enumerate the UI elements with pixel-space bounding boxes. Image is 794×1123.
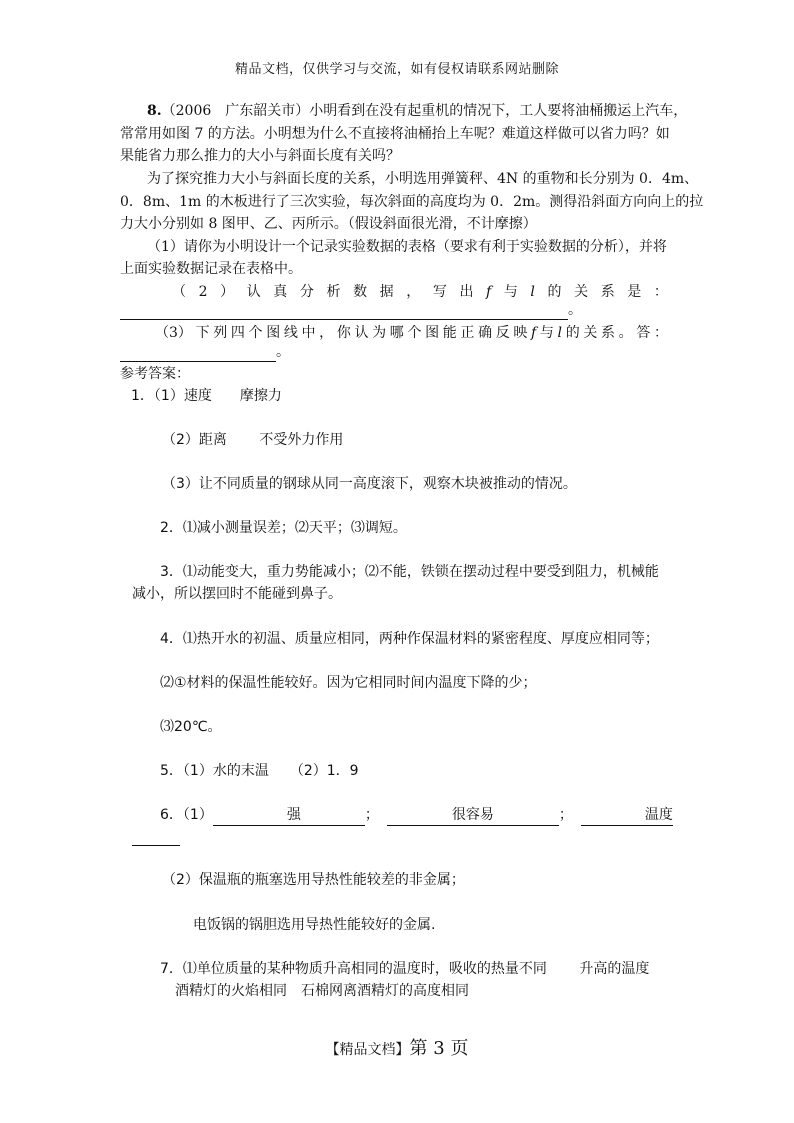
answer-6-continuation	[132, 826, 180, 846]
answer-6-number: 6．（1）	[160, 807, 213, 823]
answer-4-3: ⑶20℃。	[160, 719, 222, 735]
answer-4-1: 4．⑴热开水的初温、质量应相同，两种作保温材料的紧密程度、厚度应相同等；	[160, 631, 659, 647]
q2-char: 出	[459, 284, 474, 300]
page-number: 第 3 页	[409, 1038, 469, 1059]
answer-blank[interactable]	[120, 303, 568, 320]
q3-char: 确	[478, 325, 493, 341]
q2-char: ）	[220, 284, 235, 300]
q2-char: 的	[547, 284, 562, 300]
answer-7-2: 酒精灯的火焰相同 石棉网离酒精灯的高度相同	[175, 983, 469, 999]
q3-char: 中	[301, 325, 316, 341]
q8-sub3-line	[155, 323, 668, 343]
q8-sub2-answer-line	[120, 300, 582, 320]
q3-char: 四	[230, 325, 245, 341]
answer-6-blank-tail	[132, 833, 180, 846]
q3-char: 你	[336, 325, 351, 341]
q3-char: 为	[372, 325, 387, 341]
answer-3-2: 减小，所以摆回时不能碰到鼻子。	[132, 586, 342, 602]
q3-char: 反	[495, 325, 510, 341]
answer-2: 2．⑴减小测量误差；⑵天平；⑶调短。	[160, 520, 407, 536]
answer-1-1: 1．（1）速度 摩擦力	[131, 388, 282, 404]
q3-char: 线	[283, 325, 298, 341]
q8-line-5: 0．8m、1m 的木板进行了三次实验，每次斜面的高度均为 0．2m。测得沿斜面方向向上的拉	[120, 194, 704, 210]
q3-char: 答	[636, 325, 651, 341]
separator: ；	[558, 807, 573, 823]
q8-sub2-line	[172, 282, 668, 302]
answer-6-2: （2）保温瓶的瓶塞选用导热性能较差的非金属；	[162, 872, 465, 888]
answer-6-blank-3: 温度	[581, 805, 673, 826]
answer-blank[interactable]	[120, 345, 276, 362]
q2-char: ：	[653, 284, 668, 300]
period: 。	[276, 344, 290, 360]
q3-char: 关	[583, 325, 598, 341]
q2-var-f: f	[486, 284, 492, 300]
q8-line-6: 力大小分别如 8 图甲、乙、丙所示。（假设斜面很光滑，不计摩擦）	[120, 216, 537, 232]
q8-sub3-answer-line	[120, 342, 290, 362]
q8-line-4: 为了探究推力大小与斜面长度的关系，小明选用弹簧秤、4N 的重物和长分别为 0．4m、	[147, 171, 699, 187]
q3-char: 哪	[389, 325, 404, 341]
answer-5: 5．（1）水的末温 （2）1．9	[160, 763, 359, 779]
q2-char: 是	[627, 284, 642, 300]
answer-1-2: （2）距离 不受外力作用	[162, 432, 344, 448]
q8-line-2: 常常用如图 7 的方法。小明想为什么不直接将油桶抬上车呢？难道这样做可以省力吗？如	[120, 126, 670, 142]
q3-char: 列	[213, 325, 228, 341]
q3-char: 图	[266, 325, 281, 341]
q8-line-7: （1）请你为小明设计一个记录实验数据的表格（要求有利于实验数据的分析），并将	[147, 239, 667, 255]
q2-var-l: l	[530, 284, 535, 300]
q3-char: 下	[195, 325, 210, 341]
answers-heading: 参考答案：	[120, 366, 190, 382]
answer-6-1	[160, 805, 673, 826]
answer-6-3: 电饭锅的锅胆选用导热性能较好的金属.	[193, 917, 436, 933]
q3-var-l: l	[557, 325, 563, 341]
answer-3-1: 3．⑴动能变大，重力势能减小；⑵不能，铁锁在摆动过程中要受到阻力，机械能	[160, 564, 659, 580]
q2-char: 关	[574, 284, 589, 300]
q2-char: 认	[246, 284, 261, 300]
q3-char: 与	[539, 325, 554, 341]
q2-char: 真	[273, 284, 288, 300]
q8-text-1: （2006 广东韶关市）小明看到在没有起重机的情况下，工人要将油桶搬运上汽车，	[161, 103, 688, 119]
footer-tag: 【精品文档】	[325, 1042, 410, 1058]
q3-char: 。	[618, 325, 633, 341]
q3-char: 系	[601, 325, 615, 341]
q8-line-1	[147, 101, 687, 121]
period: 。	[568, 302, 582, 318]
q2-char: 析	[326, 284, 341, 300]
page-header: 精品文档，仅供学习与交流，如有侵权请联系网站删除	[234, 62, 559, 77]
q2-char: 写	[432, 284, 447, 300]
q2-char: 2	[198, 284, 208, 300]
q2-char: 据	[379, 284, 394, 300]
q2-char: 系	[600, 284, 615, 300]
q8-line-3: 果能省力那么推力的大小与斜面长度有关吗？	[120, 148, 400, 164]
q2-char: 与	[503, 284, 518, 300]
answer-6-blank-1: 强	[213, 805, 365, 826]
q3-char: 个	[407, 325, 422, 341]
q3-char: ：	[653, 325, 668, 341]
q2-char: 分	[299, 284, 314, 300]
q3-char: ，	[319, 325, 334, 341]
q3-char: 认	[354, 325, 369, 341]
q3-char: 能	[442, 325, 457, 341]
answer-1-3: （3）让不同质量的钢球从同一高度滚下，观察木块被推动的情况。	[162, 476, 577, 492]
q2-char: （	[172, 284, 186, 300]
q3-var-f: f	[531, 325, 537, 341]
q3-char: 的	[565, 325, 580, 341]
q3-char: （3）	[155, 325, 192, 341]
q3-char: 图	[425, 325, 440, 341]
q3-char: 正	[460, 325, 475, 341]
answer-6-blank-2: 很容易	[387, 805, 559, 826]
q3-char: 映	[513, 325, 528, 341]
separator: ；	[364, 807, 379, 823]
q8-line-8: 上面实验数据记录在表格中。	[120, 261, 302, 277]
q8-number: 8.	[147, 103, 162, 119]
answer-7-1: 7．⑴单位质量的某种物质升高相同的温度时，吸收的热量不同 升高的温度	[160, 961, 650, 977]
q3-char: 个	[248, 325, 263, 341]
q2-char: 数	[353, 284, 368, 300]
answer-4-2: ⑵①材料的保温性能较好。因为它相同时间内温度下降的少；	[160, 675, 537, 691]
q2-char: ，	[406, 284, 421, 300]
page-footer	[0, 1034, 794, 1060]
